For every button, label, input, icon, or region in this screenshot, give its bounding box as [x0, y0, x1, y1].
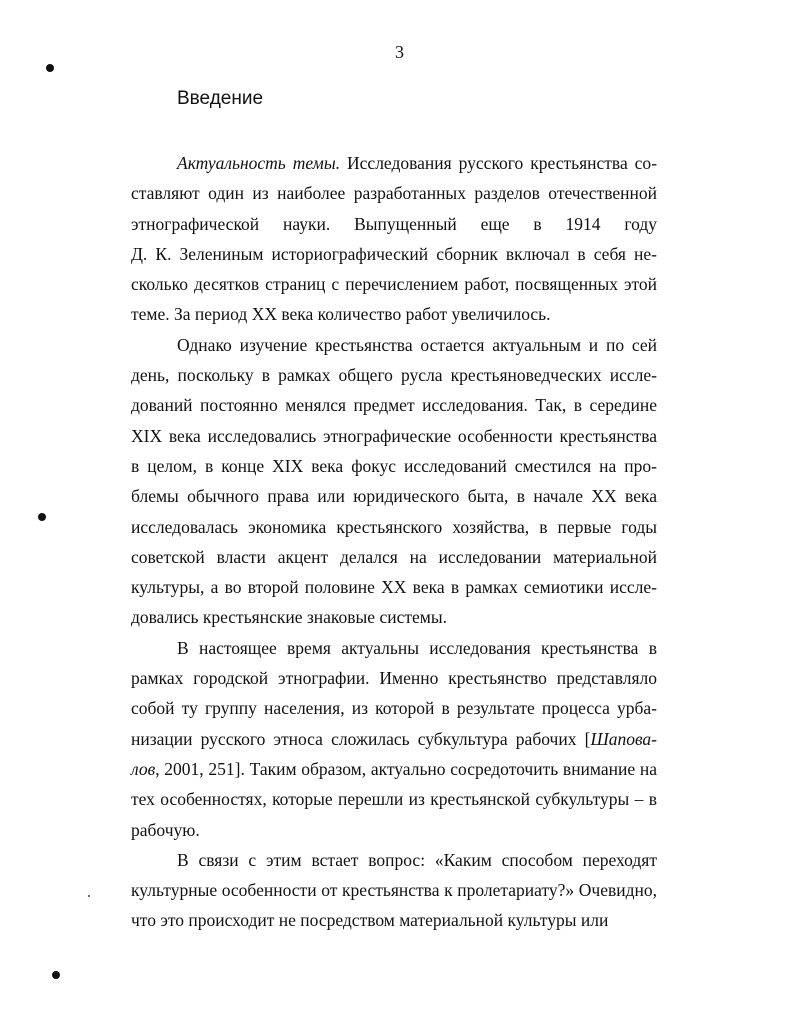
paragraph-text: , 2001, 251]. Таким образом, актуально сосредоточить внимание на тех особенностях, которые перешли из крестьянской субкультуры – в рабочую.: [131, 758, 657, 840]
paragraph-text: В настоящее время актуальны исследования крестьянства в рамках городской этнографии. Именно крестьянство представляло собой ту группу населения, из которой в результате процесса урбанизации русского этноса сложилась субкультура рабочих [: [131, 637, 657, 749]
paragraph-text: В связи с этим встает вопрос: «Каким способом переходят культурные особенности от крестьянства к пролетариату?» Очевидно, что это происходит не посредством материальной культуры или: [131, 849, 657, 931]
binder-hole-middle: [38, 513, 46, 521]
paragraph-text: Исследования русского крестьянства составляют один из наиболее разработанных разделов отечественной этнографической науки. Выпущенный еще в 1914 году Д. К. Зелениным историографический сборник включал в себя несколько десятков страниц с перечислением работ, посвященных этой теме. За период XX века количество работ увеличилось.: [131, 153, 658, 325]
paragraph-text: Однако изучение крестьянства остается актуальным и по сей день, поскольку в рамках общего русла крестьяноведческих исследований постоянно менялся предмет исследования. Так, в середине XIX века исследовались этнографические особенности крестьянства в целом, в конце XIX века фокус исследований сместился на проблемы обычного права или юридического быта, в начале XX века исследовалась экономика крестьянского хозяйства, в первые годы советской власти акцент делался на исследовании материальной культуры, а во второй половине XX века в рамках семиотики исследовались крестьянские знаковые системы.: [131, 334, 657, 628]
lead-phrase: Актуальность темы.: [177, 153, 341, 173]
section-heading: Введение: [177, 88, 264, 109]
paragraph-urban: [131, 633, 657, 845]
document-body: [131, 148, 657, 936]
paragraph-question: [131, 845, 657, 936]
citation-author: Шаповалов: [131, 728, 657, 779]
binder-hole-top: [46, 64, 54, 72]
page-number: 3: [395, 42, 404, 62]
binder-hole-bottom: [52, 971, 60, 979]
paragraph-history: [131, 330, 657, 633]
scan-speck: [88, 895, 90, 897]
paragraph-relevance: [131, 148, 657, 330]
